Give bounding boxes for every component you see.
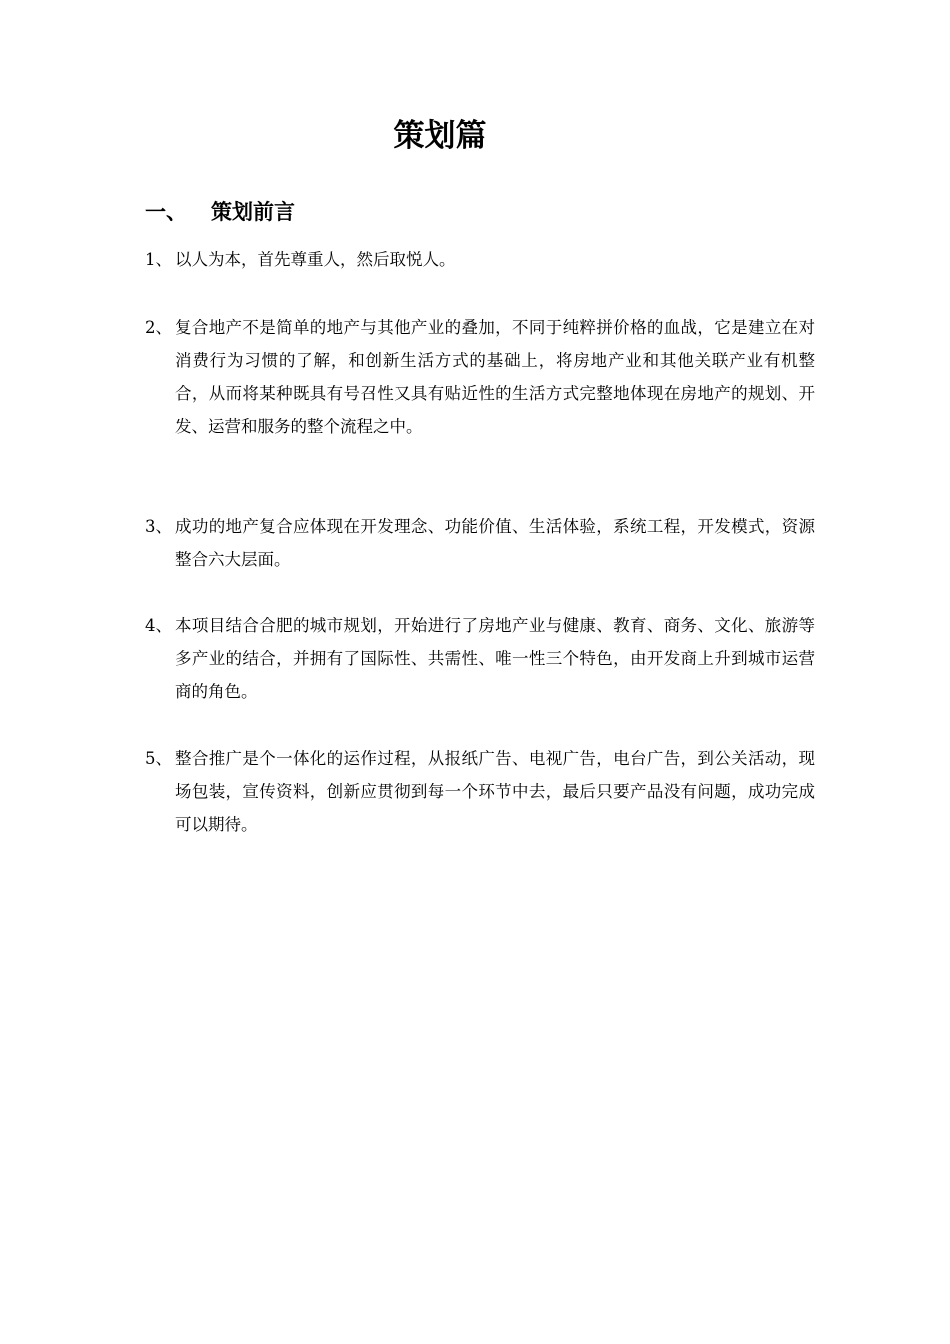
list-item-text: 以人为本，首先尊重人，然后取悦人。 <box>175 250 456 269</box>
list-item-number: 5、 <box>145 749 172 768</box>
section-heading <box>145 196 295 228</box>
list-item <box>145 510 815 576</box>
section-number: 一、 <box>145 200 187 224</box>
list-item-text: 复合地产不是简单的地产与其他产业的叠加，不同于纯粹拼价格的血战，它是建立在对消费行为习惯的了解，和创新生活方式的基础上，将房地产业和其他关联产业有机整合，从而将某种既具有号召性又具有贴近性的生活方式完整地体现在房地产的规划、开发、运营和服务的整个流程之中。 <box>175 318 815 436</box>
list-item-number: 4、 <box>145 616 172 635</box>
list-item-number: 1、 <box>145 250 172 269</box>
list-item-text: 本项目结合合肥的城市规划，开始进行了房地产业与健康、教育、商务、文化、旅游等多产业的结合，并拥有了国际性、共需性、唯一性三个特色，由开发商上升到城市运营商的角色。 <box>175 616 815 701</box>
list-item-number: 2、 <box>145 318 172 337</box>
list-item <box>145 742 815 841</box>
document-title: 策划篇 <box>393 118 487 154</box>
list-item-number: 3、 <box>145 517 172 536</box>
list-item-text: 整合推广是个一体化的运作过程，从报纸广告、电视广告，电台广告，到公关活动，现场包装，宣传资料，创新应贯彻到每一个环节中去，最后只要产品没有问题，成功完成可以期待。 <box>175 749 815 834</box>
list-item <box>145 311 815 443</box>
section-title: 策划前言 <box>211 200 295 224</box>
list-item <box>145 609 815 708</box>
list-item-text: 成功的地产复合应体现在开发理念、功能价值、生活体验，系统工程，开发模式，资源整合六大层面。 <box>175 517 815 569</box>
list-item <box>145 243 815 276</box>
